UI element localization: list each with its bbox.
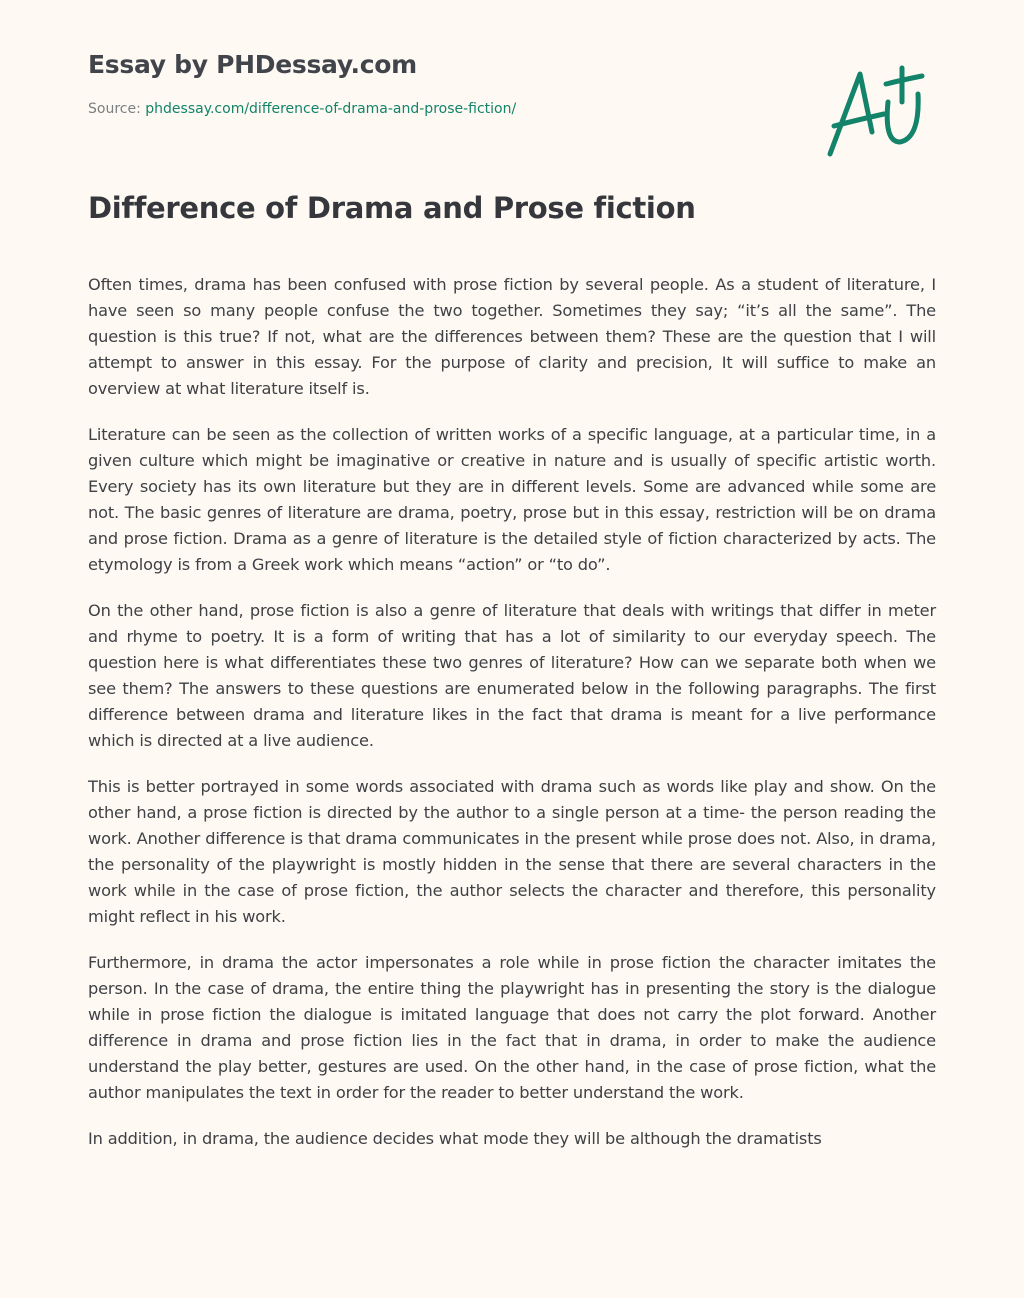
a-plus-logo-icon [822,64,932,164]
source-line [88,101,516,117]
source-label: Source: [88,101,141,117]
paragraph: This is better portrayed in some words associated with drama such as words like play and show. On the other hand, a prose fiction is directed by the author to a single person at a time- the person reading the work. Another difference is that drama communicates in the present while prose does not. Also, in drama, the personality of the playwright is mostly hidden in the sense that there are several characters in the work while in the case of prose fiction, the author selects the character and therefore, this personality might reflect in his work. [88,777,936,926]
essay-body [88,272,936,1172]
paragraph: Furthermore, in drama the actor impersonates a role while in prose fiction the character imitates the person. In the case of drama, the entire thing the playwright has in presenting the story is the dialogue while in prose fiction the dialogue is imitated language that does not carry the plot forward. Another difference in drama and prose fiction lies in the fact that in drama, in order to make the audience understand the play better, gestures are used. On the other hand, in the case of prose fiction, what the author manipulates the text in order for the reader to better understand the work. [88,953,936,1102]
paragraph: Literature can be seen as the collection of written works of a specific language, at a particular time, in a given culture which might be imaginative or creative in nature and is usually of specific artistic worth. Every society has its own literature but they are in different levels. Some are advanced while some are not. The basic genres of literature are drama, poetry, prose but in this essay, restriction will be on drama and prose fiction. Drama as a genre of literature is the detailed style of fiction characterized by acts. The etymology is from a Greek work which means “action” or “to do”. [88,425,936,574]
source-link[interactable]: phdessay.com/difference-of-drama-and-prose-fiction/ [145,101,517,117]
paragraph: In addition, in drama, the audience decides what mode they will be although the dramatists [88,1129,822,1148]
paragraph: Often times, drama has been confused with prose fiction by several people. As a student of literature, I have seen so many people confuse the two together. Sometimes they say; “it’s all the same”. The question is this true? If not, what are the differences between them? These are the question that I will attempt to answer in this essay. For the purpose of clarity and precision, It will suffice to make an overview at what literature itself is. [88,275,936,398]
site-brand: Essay by PHDessay.com [88,50,417,79]
paragraph: On the other hand, prose fiction is also a genre of literature that deals with writings that differ in meter and rhyme to poetry. It is a form of writing that has a lot of similarity to our everyday speech. The question here is what differentiates these two genres of literature? How can we separate both when we see them? The answers to these questions are enumerated below in the following paragraphs. The first difference between drama and literature likes in the fact that drama is meant for a live performance which is directed at a live audience. [88,601,936,750]
page-title: Difference of Drama and Prose fiction [88,191,696,225]
